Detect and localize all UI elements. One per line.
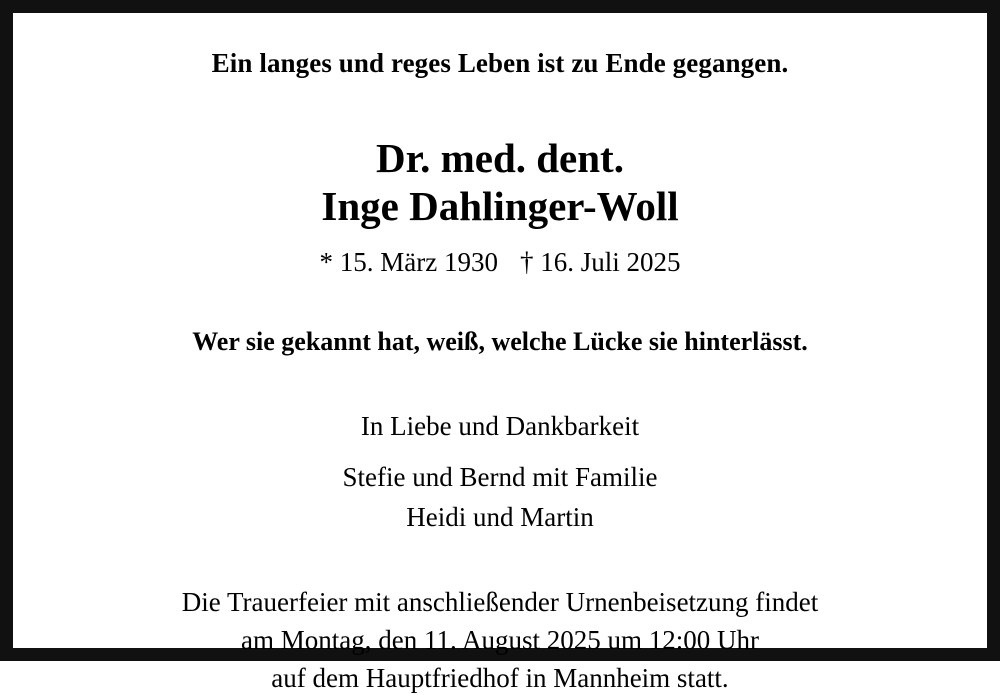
obituary-headline: Ein langes und reges Leben ist zu Ende gegangen.	[211, 48, 789, 78]
ceremony-details	[53, 583, 947, 698]
ceremony-line: am Montag, den 11. August 2025 um 12:00 Uhr	[241, 625, 759, 655]
death-date: † 16. Juli 2025	[519, 246, 681, 277]
deceased-name: Inge Dahlinger-Woll	[321, 182, 679, 229]
ceremony-line: Die Trauerfeier mit anschließender Urnenbeisetzung findet	[181, 586, 819, 617]
life-dates	[53, 246, 947, 278]
dedication-text: In Liebe und Dankbarkeit	[360, 411, 640, 442]
birth-date: * 15. März 1930	[319, 246, 498, 277]
deceased-title: Dr. med. dent.	[376, 135, 624, 182]
deceased-name-block	[53, 135, 947, 229]
memorial-quote: Wer sie gekannt hat, weiß, welche Lücke sie hinterlässt.	[192, 327, 808, 357]
family-line: Heidi und Martin	[406, 501, 594, 532]
family-list	[53, 458, 947, 536]
family-line: Stefie und Bernd mit Familie	[342, 462, 658, 493]
ceremony-line: auf dem Hauptfriedhof in Mannheim statt.	[271, 663, 729, 694]
obituary-content	[13, 13, 987, 694]
